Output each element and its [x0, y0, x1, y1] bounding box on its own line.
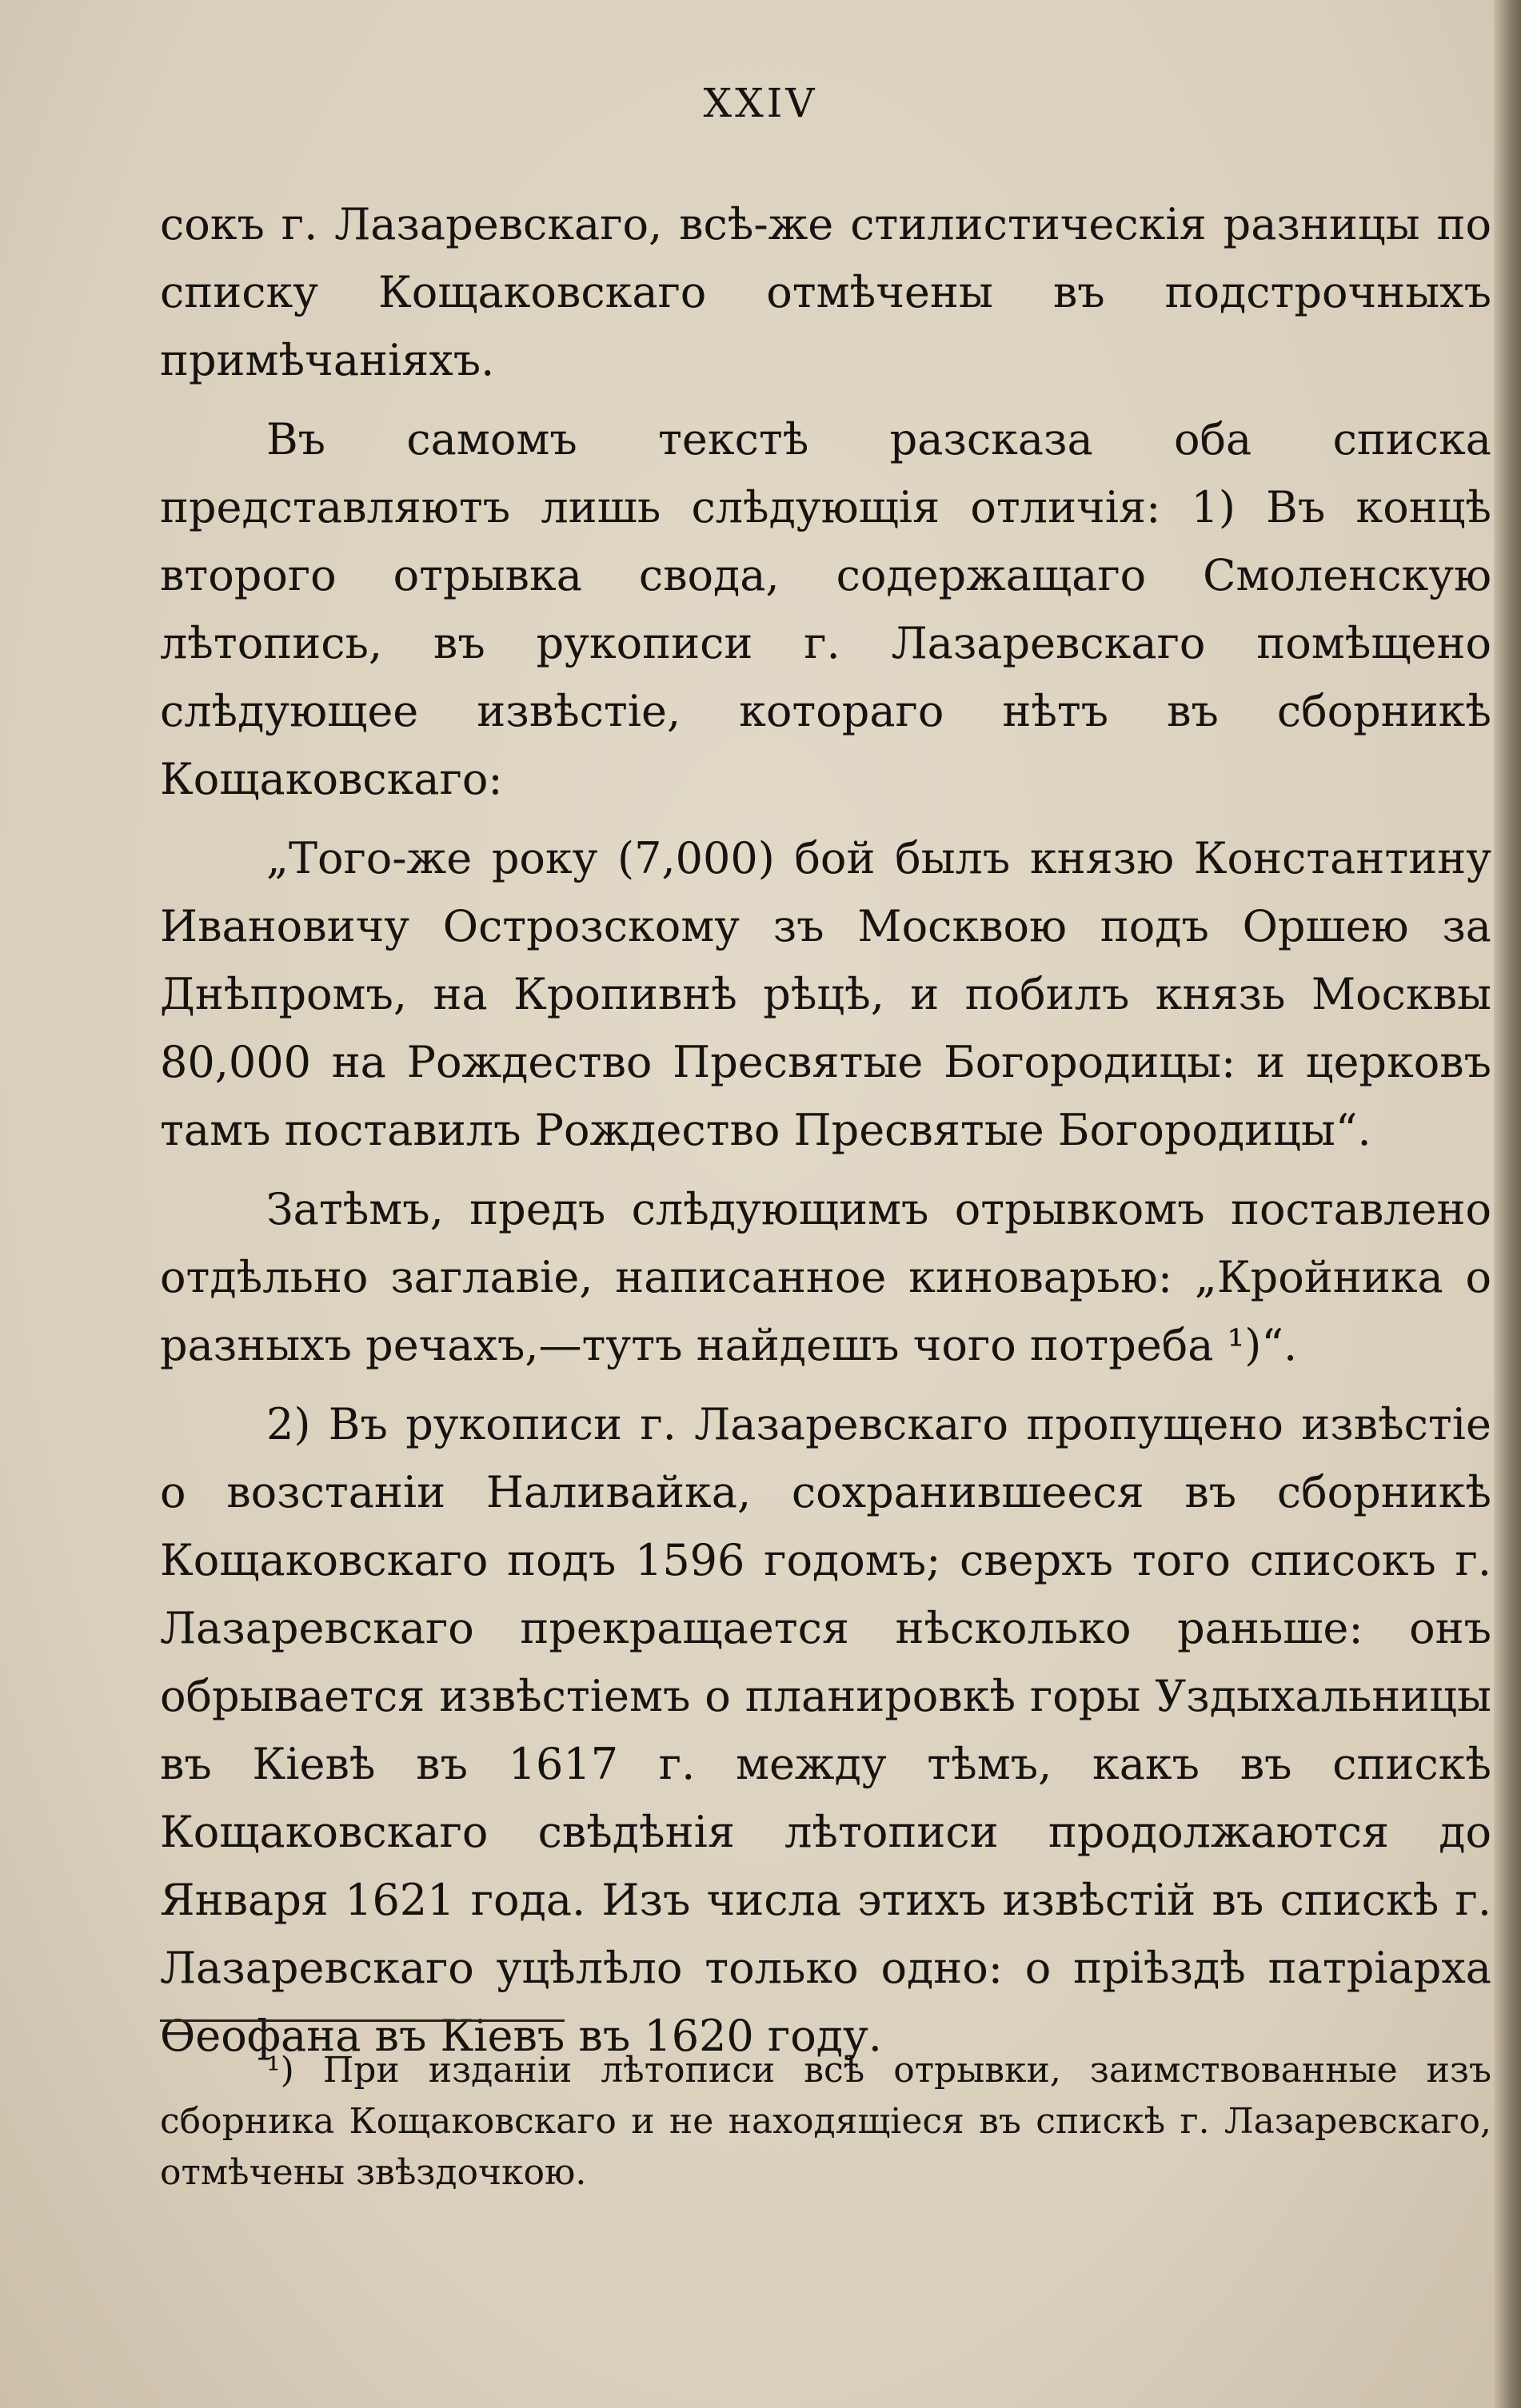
page-edge-shadow — [1494, 0, 1521, 2408]
paragraph-1: сокъ г. Лазаревскаго, всѣ-же стилистическія разницы по списку Кощаковскаго отмѣчены въ подстрочныхъ примѣчаніяхъ. — [160, 199, 1491, 385]
footnote-divider — [160, 2019, 565, 2022]
body-text — [160, 190, 1491, 2081]
paragraph-2: Въ самомъ текстѣ разсказа оба списка представляютъ лишь слѣдующія отличія: 1) Въ концѣ второго отрывка свода, содержащаго Смоленскую лѣтопись, въ рукописи г. Лазаревскаго помѣщено слѣдующее извѣстіе, котораго нѣтъ въ сборникѣ Кощаковскаго: — [160, 414, 1491, 804]
page-number: XXIV — [703, 80, 818, 126]
footnote-text: При изданіи лѣтописи всѣ отрывки, заимствованные изъ сборника Кощаковскаго и не находящіеся въ спискѣ г. Лазаревскаго, отмѣчены звѣздочкою. — [160, 2050, 1491, 2193]
paragraph-3-quote: „Того-же року (7,000) бой былъ князю Константину Ивановичу Острозскому зъ Москвою подъ Оршею за Днѣпромъ, на Кропивнѣ рѣцѣ, и побилъ князь Москвы 80,000 на Рождество Пресвятые Богородицы: и церковъ тамъ поставилъ Рождество Пресвятые Богородицы“. — [160, 833, 1491, 1155]
footnote — [160, 2045, 1491, 2199]
paragraph-5: 2) Въ рукописи г. Лазаревскаго пропущено извѣстіе о возстаніи Наливайка, сохранившееся въ сборникѣ Кощаковскаго подъ 1596 годомъ; сверхъ того списокъ г. Лазаревскаго прекращается нѣсколько раньше: онъ обрывается извѣстіемъ о планировкѣ горы Уздыхальницы въ Кіевѣ въ 1617 г. между тѣмъ, какъ въ спискѣ Кощаковскаго свѣдѣнія лѣтописи продолжаются до Января 1621 года. Изъ числа этихъ извѣстій въ спискѣ г. Лазаревскаго уцѣлѣло только одно: о пріѣздѣ патріарха Ѳеофана въ Кіевъ въ 1620 году. — [160, 1399, 1491, 2061]
paragraph-4: Затѣмъ, предъ слѣдующимъ отрывкомъ поставлено отдѣльно заглавіе, написанное киноварью: „Кройника о разныхъ речахъ,—тутъ найдешъ чого потреба ¹)“. — [160, 1184, 1491, 1370]
footnote-marker: ¹) — [266, 2050, 294, 2091]
